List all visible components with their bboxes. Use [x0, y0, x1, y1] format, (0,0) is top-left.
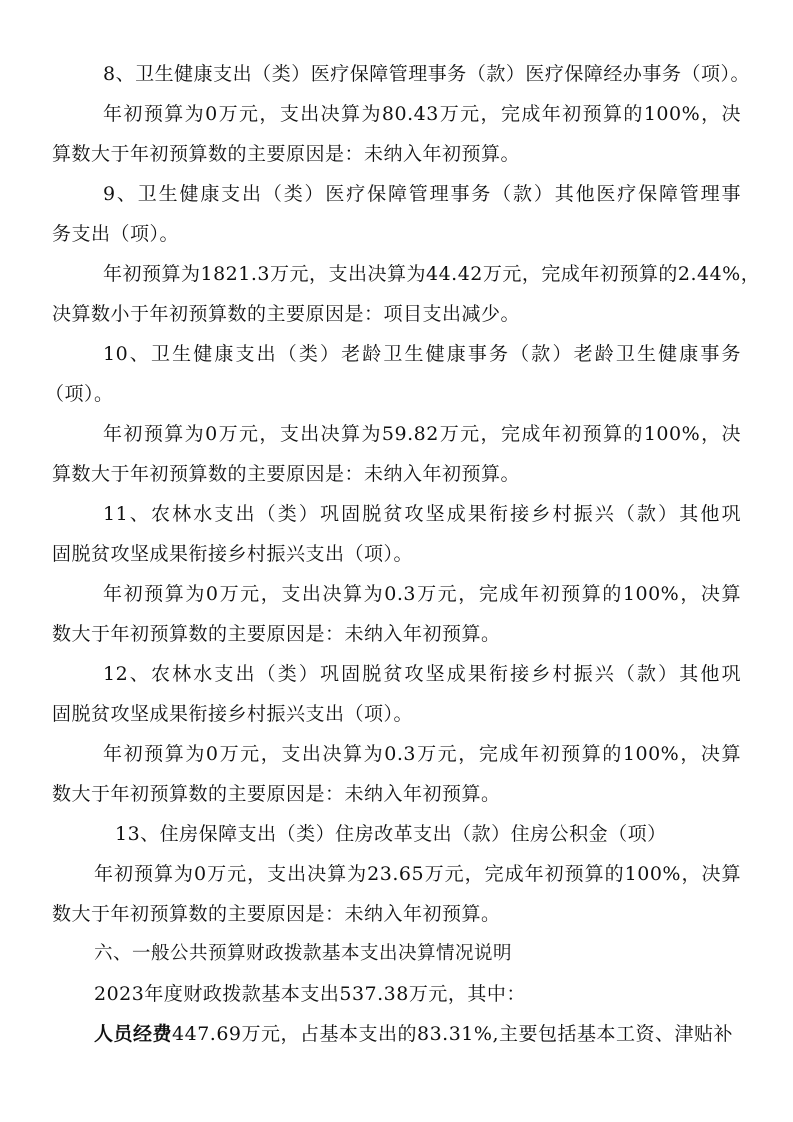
paragraph-line: 固脱贫攻坚成果衔接乡村振兴支出（项）。	[52, 543, 414, 565]
paragraph-line: 数大于年初预算数的主要原因是：未纳入年初预算。	[52, 903, 501, 925]
paragraph-line: 12、农林水支出（类）巩固脱贫攻坚成果衔接乡村振兴（款）其他巩	[103, 663, 741, 685]
paragraph-line: （项）。	[45, 383, 114, 405]
paragraph-line: 务支出（项）。	[52, 223, 180, 245]
paragraph-text: 447.69万元，占基本支出的83.31%,主要包括基本工资、津贴补	[172, 1023, 733, 1045]
paragraph-line: 9、卫生健康支出（类）医疗保障管理事务（款）其他医疗保障管理事	[103, 183, 741, 205]
paragraph-line: 8、卫生健康支出（类）医疗保障管理事务（款）医疗保障经办事务（项）。	[103, 63, 750, 85]
paragraph-line: 算数大于年初预算数的主要原因是：未纳入年初预算。	[52, 463, 521, 485]
paragraph-line: 13、住房保障支出（类）住房改革支出（款）住房公积金（项）	[115, 823, 667, 845]
section-heading: 六、一般公共预算财政拨款基本支出决算情况说明	[94, 943, 513, 964]
paragraph-line: 年初预算为0万元，支出决算为80.43万元，完成年初预算的100%，决	[103, 103, 741, 125]
paragraph-line: 年初预算为0万元，支出决算为59.82万元，完成年初预算的100%，决	[103, 423, 741, 445]
paragraph-line: 数大于年初预算数的主要原因是：未纳入年初预算。	[52, 783, 501, 805]
paragraph-line: 数大于年初预算数的主要原因是：未纳入年初预算。	[52, 623, 501, 645]
paragraph-line: 年初预算为0万元，支出决算为0.3万元，完成年初预算的100%，决算	[103, 743, 741, 765]
paragraph-line	[94, 1022, 733, 1046]
paragraph-line: 年初预算为0万元，支出决算为23.65万元，完成年初预算的100%，决算	[94, 863, 741, 885]
paragraph-line: 11、农林水支出（类）巩固脱贫攻坚成果衔接乡村振兴（款）其他巩	[103, 503, 741, 525]
paragraph-line: 算数大于年初预算数的主要原因是：未纳入年初预算。	[52, 143, 521, 165]
paragraph-line: 年初预算为0万元，支出决算为0.3万元，完成年初预算的100%，决算	[103, 583, 741, 605]
paragraph-line: 年初预算为1821.3万元，支出决算为44.42万元，完成年初预算的2.44%，	[103, 263, 761, 285]
bold-label: 人员经费	[94, 1023, 173, 1045]
paragraph-line: 决算数小于年初预算数的主要原因是：项目支出减少。	[52, 303, 521, 325]
paragraph-line: 10、卫生健康支出（类）老龄卫生健康事务（款）老龄卫生健康事务	[103, 343, 741, 365]
paragraph-line: 固脱贫攻坚成果衔接乡村振兴支出（项）。	[52, 703, 414, 725]
paragraph-line: 2023年度财政拨款基本支出537.38万元，其中：	[94, 983, 526, 1005]
